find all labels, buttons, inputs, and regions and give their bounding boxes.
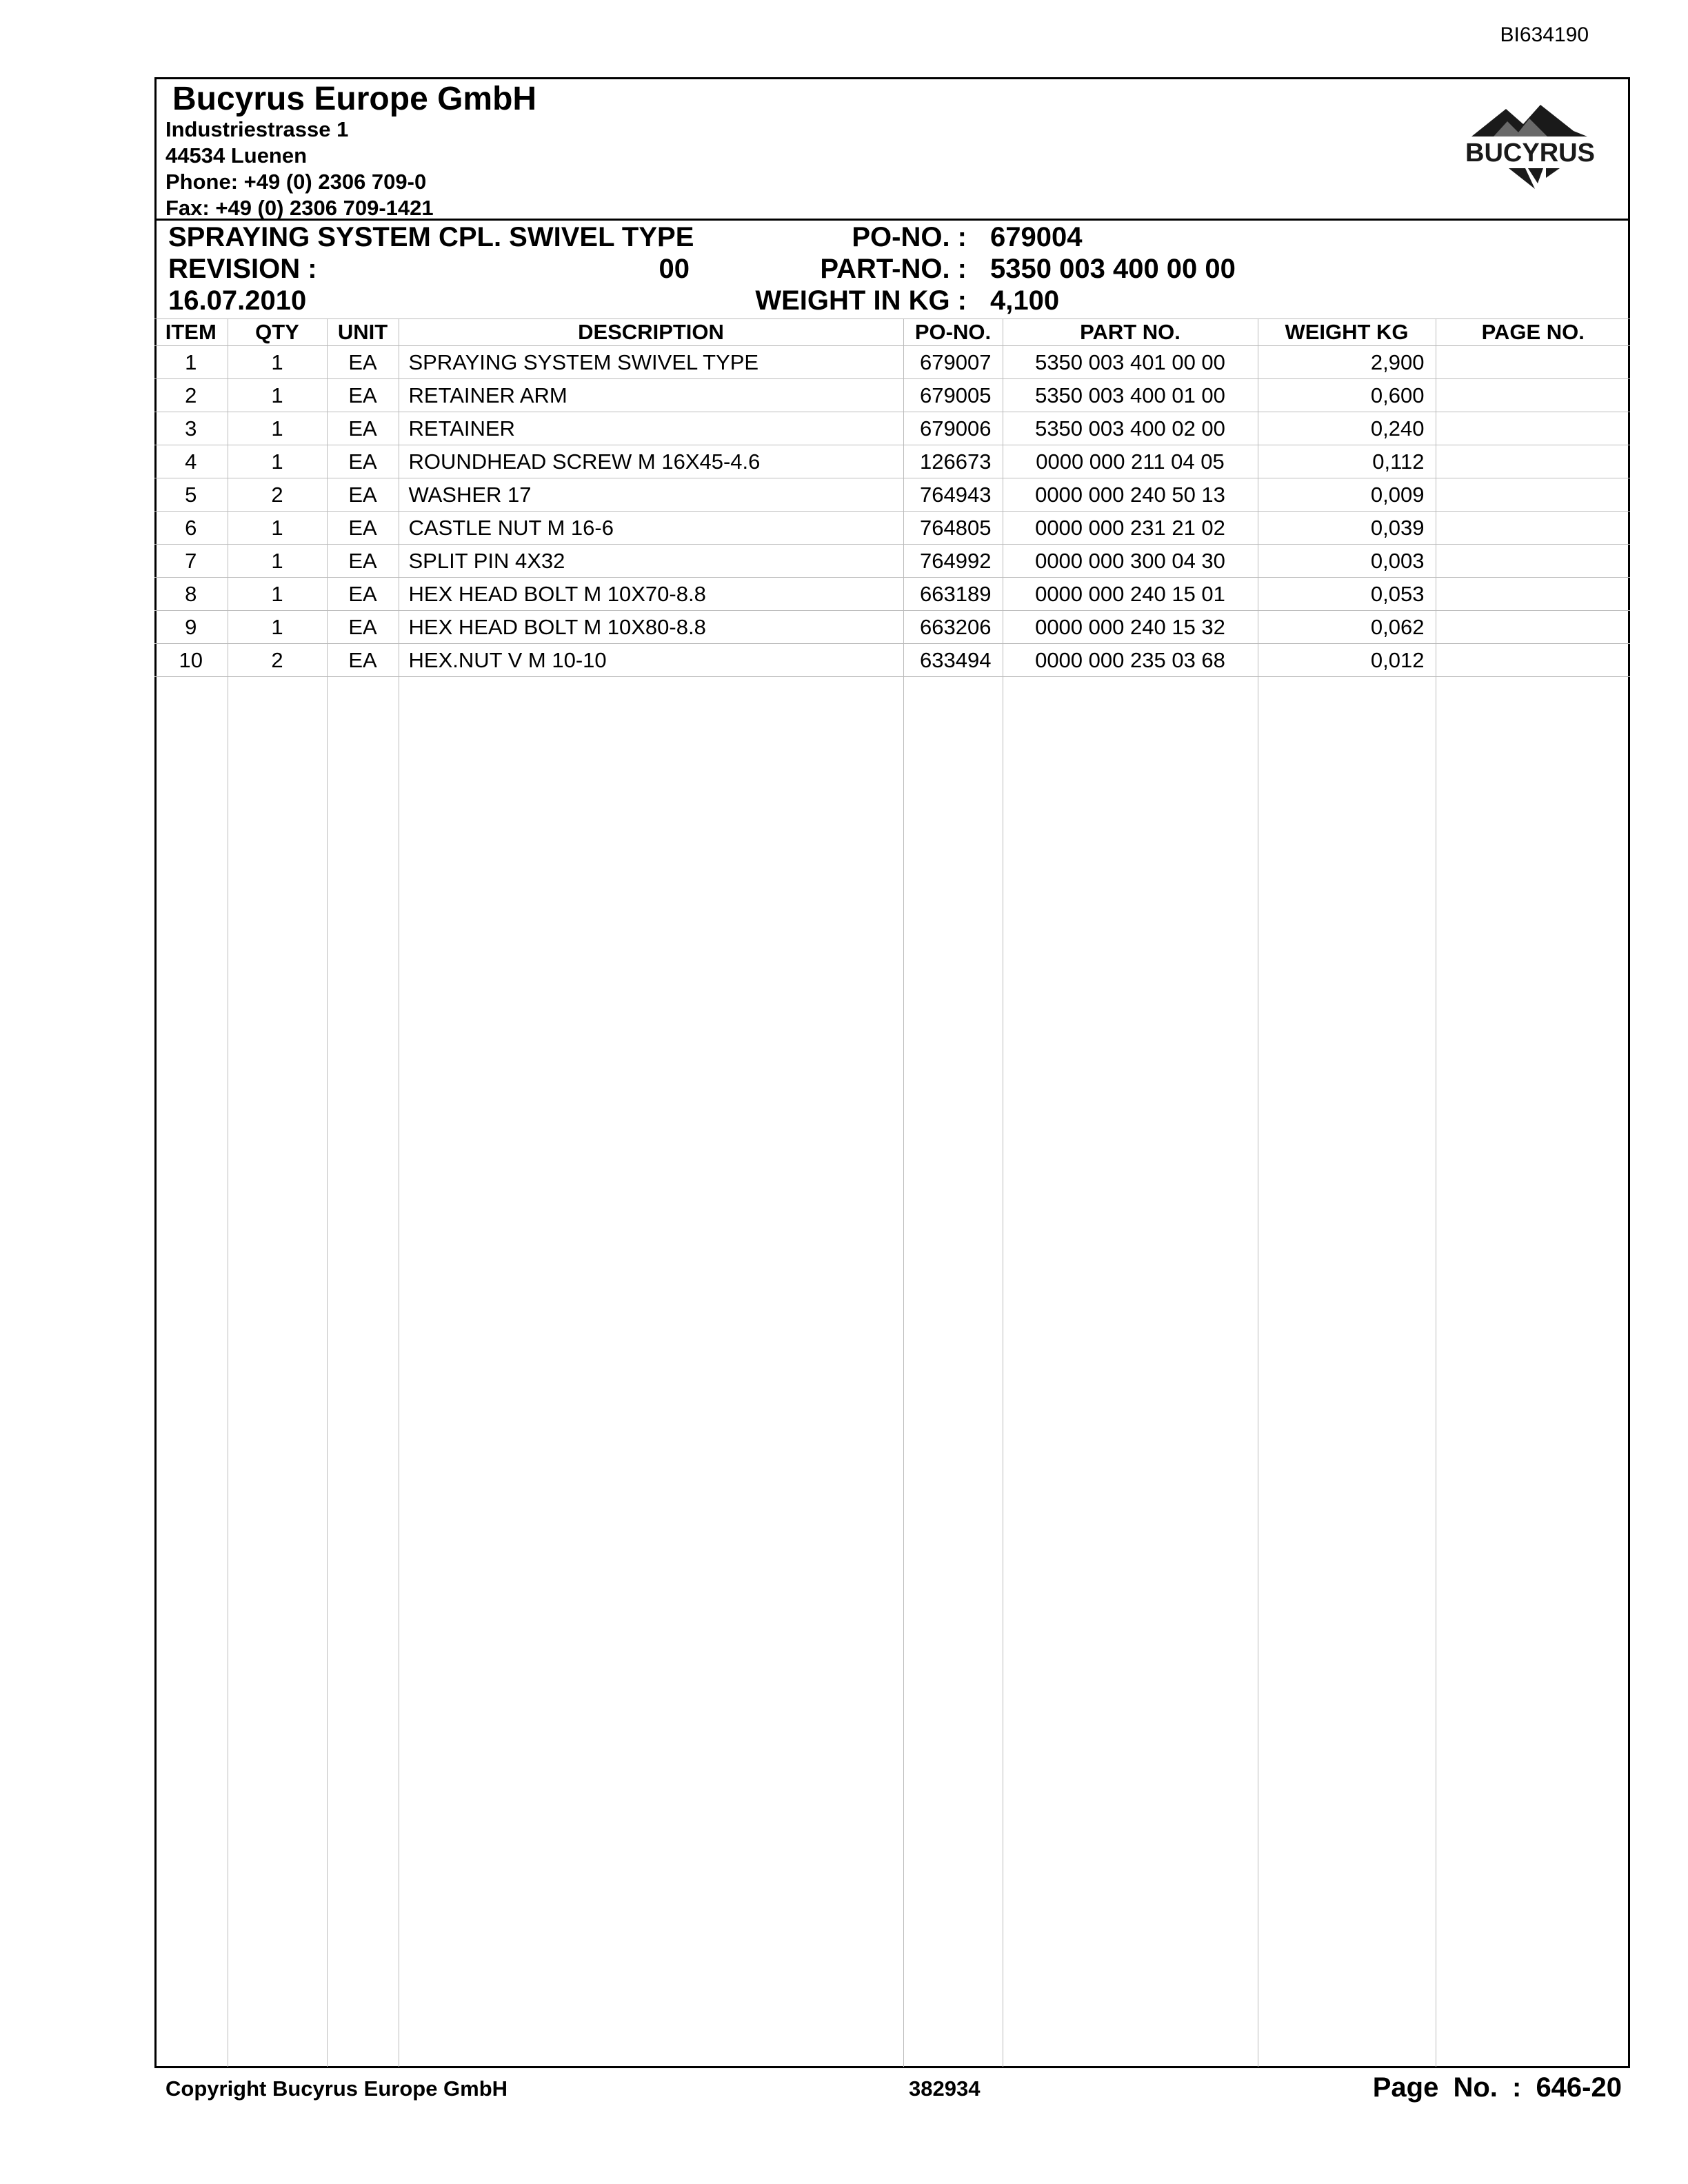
logo-text: BUCYRUS <box>1465 139 1595 168</box>
cell-weight: 2,900 <box>1258 346 1436 379</box>
part-label: PART-NO. : <box>820 254 967 284</box>
table-row <box>154 644 1630 677</box>
cell-qty: 2 <box>228 478 327 512</box>
column-divider <box>327 318 328 2067</box>
cell-page-no <box>1436 512 1630 545</box>
revision-label: REVISION : <box>168 254 317 284</box>
po-value: 679004 <box>990 222 1083 252</box>
cell-unit: EA <box>327 578 399 611</box>
column-divider <box>903 318 904 2067</box>
cell-unit: EA <box>327 379 399 412</box>
company-street: Industriestrasse 1 <box>165 117 349 141</box>
column-header-page-no: PAGE NO. <box>1436 319 1630 346</box>
assembly-title: SPRAYING SYSTEM CPL. SWIVEL TYPE <box>168 222 694 252</box>
table-row <box>154 412 1630 445</box>
cell-description: CASTLE NUT M 16-6 <box>399 512 903 545</box>
cell-po-no: 663189 <box>903 578 1003 611</box>
cell-item: 2 <box>154 379 228 412</box>
company-fax: Fax: +49 (0) 2306 709-1421 <box>165 196 434 220</box>
part-value: 5350 003 400 00 00 <box>990 254 1236 284</box>
cell-weight: 0,112 <box>1258 445 1436 478</box>
cell-part-no: 5350 003 400 02 00 <box>1003 412 1258 445</box>
table-row <box>154 379 1630 412</box>
cell-item: 3 <box>154 412 228 445</box>
cell-po-no: 764805 <box>903 512 1003 545</box>
cell-unit: EA <box>327 346 399 379</box>
cell-page-no <box>1436 478 1630 512</box>
parts-table <box>154 318 1630 677</box>
cell-description: HEX HEAD BOLT M 10X80-8.8 <box>399 611 903 644</box>
cell-item: 8 <box>154 578 228 611</box>
cell-part-no: 5350 003 401 00 00 <box>1003 346 1258 379</box>
cell-po-no: 764943 <box>903 478 1003 512</box>
cell-description: RETAINER ARM <box>399 379 903 412</box>
column-header-unit: UNIT <box>327 319 399 346</box>
company-name: Bucyrus Europe GmbH <box>172 81 537 117</box>
table-row <box>154 445 1630 478</box>
cell-qty: 1 <box>228 379 327 412</box>
column-header-part-no: PART NO. <box>1003 319 1258 346</box>
cell-description: WASHER 17 <box>399 478 903 512</box>
cell-part-no: 0000 000 211 04 05 <box>1003 445 1258 478</box>
revision-value: 00 <box>659 254 690 284</box>
cell-po-no: 764992 <box>903 545 1003 578</box>
cell-weight: 0,600 <box>1258 379 1436 412</box>
cell-po-no: 633494 <box>903 644 1003 677</box>
cell-qty: 1 <box>228 545 327 578</box>
page-number-label: Page No. : <box>1372 2072 1522 2103</box>
bucyrus-logo <box>1458 103 1602 193</box>
cell-item: 1 <box>154 346 228 379</box>
table-row <box>154 611 1630 644</box>
cell-part-no: 0000 000 240 50 13 <box>1003 478 1258 512</box>
cell-weight: 0,003 <box>1258 545 1436 578</box>
document-id: BI634190 <box>1500 23 1589 46</box>
cell-weight: 0,062 <box>1258 611 1436 644</box>
table-row <box>154 545 1630 578</box>
cell-qty: 1 <box>228 346 327 379</box>
cell-unit: EA <box>327 611 399 644</box>
cell-unit: EA <box>327 445 399 478</box>
column-header-qty: QTY <box>228 319 327 346</box>
cell-unit: EA <box>327 512 399 545</box>
company-header <box>154 77 1630 221</box>
cell-page-no <box>1436 545 1630 578</box>
cell-part-no: 0000 000 240 15 01 <box>1003 578 1258 611</box>
company-city: 44534 Luenen <box>165 143 308 168</box>
cell-description: SPRAYING SYSTEM SWIVEL TYPE <box>399 346 903 379</box>
cell-page-no <box>1436 412 1630 445</box>
weight-label: WEIGHT IN KG : <box>755 285 967 316</box>
cell-unit: EA <box>327 545 399 578</box>
table-row <box>154 478 1630 512</box>
cell-page-no <box>1436 379 1630 412</box>
cell-weight: 0,053 <box>1258 578 1436 611</box>
assembly-header <box>154 221 1630 318</box>
cell-item: 6 <box>154 512 228 545</box>
cell-qty: 1 <box>228 578 327 611</box>
cell-po-no: 663206 <box>903 611 1003 644</box>
cell-unit: EA <box>327 644 399 677</box>
cell-part-no: 5350 003 400 01 00 <box>1003 379 1258 412</box>
cell-weight: 0,240 <box>1258 412 1436 445</box>
cell-page-no <box>1436 644 1630 677</box>
cell-part-no: 0000 000 231 21 02 <box>1003 512 1258 545</box>
cell-item: 7 <box>154 545 228 578</box>
cell-po-no: 679007 <box>903 346 1003 379</box>
document-code: 382934 <box>909 2076 981 2101</box>
cell-po-no: 126673 <box>903 445 1003 478</box>
assembly-date: 16.07.2010 <box>168 285 307 316</box>
table-row <box>154 346 1630 379</box>
cell-qty: 1 <box>228 611 327 644</box>
column-header-weight: WEIGHT KG <box>1258 319 1436 346</box>
cell-item: 4 <box>154 445 228 478</box>
cell-page-no <box>1436 578 1630 611</box>
column-header-description: DESCRIPTION <box>399 319 903 346</box>
cell-description: HEX HEAD BOLT M 10X70-8.8 <box>399 578 903 611</box>
cell-description: HEX.NUT V M 10-10 <box>399 644 903 677</box>
cell-page-no <box>1436 445 1630 478</box>
cell-part-no: 0000 000 300 04 30 <box>1003 545 1258 578</box>
cell-description: SPLIT PIN 4X32 <box>399 545 903 578</box>
weight-value: 4,100 <box>990 285 1060 316</box>
po-label: PO-NO. : <box>852 222 967 252</box>
cell-page-no <box>1436 611 1630 644</box>
cell-unit: EA <box>327 412 399 445</box>
cell-part-no: 0000 000 240 15 32 <box>1003 611 1258 644</box>
cell-po-no: 679006 <box>903 412 1003 445</box>
cell-page-no <box>1436 346 1630 379</box>
cell-item: 5 <box>154 478 228 512</box>
table-row <box>154 578 1630 611</box>
table-header-row <box>154 319 1630 346</box>
cell-weight: 0,009 <box>1258 478 1436 512</box>
page-number <box>1373 2072 1622 2103</box>
company-phone: Phone: +49 (0) 2306 709-0 <box>165 170 427 194</box>
cell-description: RETAINER <box>399 412 903 445</box>
cell-item: 9 <box>154 611 228 644</box>
cell-qty: 1 <box>228 512 327 545</box>
table-row <box>154 512 1630 545</box>
cell-item: 10 <box>154 644 228 677</box>
cell-po-no: 679005 <box>903 379 1003 412</box>
cell-description: ROUNDHEAD SCREW M 16X45-4.6 <box>399 445 903 478</box>
cell-part-no: 0000 000 235 03 68 <box>1003 644 1258 677</box>
cell-unit: EA <box>327 478 399 512</box>
cell-weight: 0,039 <box>1258 512 1436 545</box>
cell-qty: 1 <box>228 445 327 478</box>
cell-qty: 2 <box>228 644 327 677</box>
column-header-po-no: PO-NO. <box>903 319 1003 346</box>
page-number-value: 646-20 <box>1536 2072 1622 2103</box>
column-header-item: ITEM <box>154 319 228 346</box>
cell-qty: 1 <box>228 412 327 445</box>
cell-weight: 0,012 <box>1258 644 1436 677</box>
copyright-notice: Copyright Bucyrus Europe GmbH <box>165 2076 508 2101</box>
